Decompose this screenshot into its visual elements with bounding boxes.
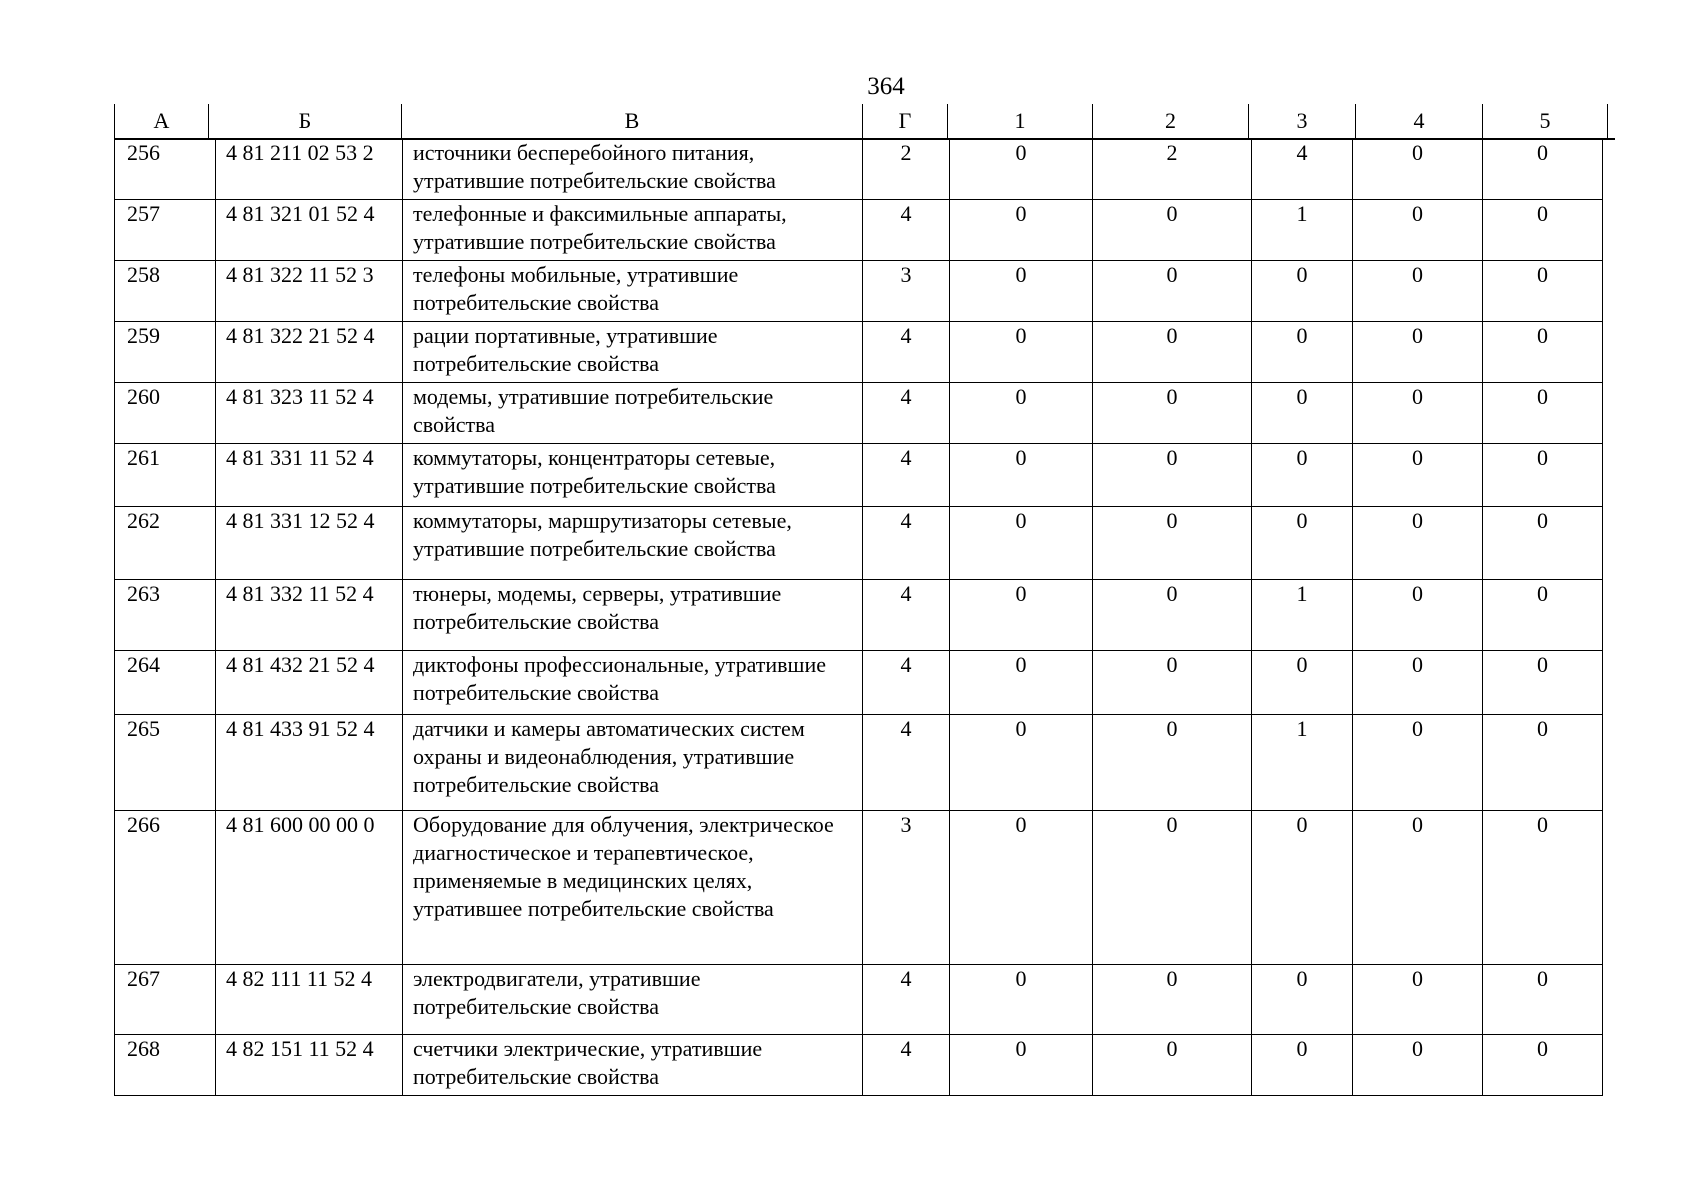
row-number: 265 — [115, 715, 216, 811]
waste-description: тюнеры, модемы, серверы, утратившие потребительские свойства — [403, 580, 863, 651]
header-col-5: 5 — [1482, 104, 1608, 138]
value-col-5: 0 — [1483, 322, 1603, 383]
header-col-b: Б — [208, 104, 401, 138]
waste-description: рации портативные, утратившие потребительские свойства — [403, 322, 863, 383]
waste-description: диктофоны профессиональные, утратившие потребительские свойства — [403, 651, 863, 715]
header-col-4: 4 — [1355, 104, 1482, 138]
value-col-1: 0 — [950, 715, 1093, 811]
table-row — [115, 651, 1603, 715]
waste-description: источники бесперебойного питания, утратившие потребительские свойства — [403, 139, 863, 200]
value-col-1: 0 — [950, 139, 1093, 200]
table-header — [114, 104, 1615, 140]
hazard-class-g: 4 — [863, 322, 950, 383]
waste-code: 4 81 331 11 52 4 — [216, 444, 403, 507]
value-col-1: 0 — [950, 965, 1093, 1035]
table-row — [115, 261, 1603, 322]
value-col-3: 1 — [1252, 200, 1353, 261]
value-col-4: 0 — [1353, 261, 1483, 322]
row-number: 262 — [115, 507, 216, 580]
hazard-class-g: 4 — [863, 200, 950, 261]
value-col-2: 0 — [1093, 965, 1252, 1035]
waste-description: модемы, утратившие потребительские свойства — [403, 383, 863, 444]
value-col-3: 0 — [1252, 507, 1353, 580]
value-col-2: 0 — [1093, 811, 1252, 965]
table-row — [115, 965, 1603, 1035]
value-col-5: 0 — [1483, 200, 1603, 261]
hazard-class-g: 3 — [863, 811, 950, 965]
table-row — [115, 580, 1603, 651]
waste-description: телефонные и факсимильные аппараты, утратившие потребительские свойства — [403, 200, 863, 261]
value-col-5: 0 — [1483, 139, 1603, 200]
value-col-2: 0 — [1093, 261, 1252, 322]
table-row — [115, 200, 1603, 261]
value-col-3: 0 — [1252, 383, 1353, 444]
row-number: 256 — [115, 139, 216, 200]
value-col-3: 0 — [1252, 322, 1353, 383]
hazard-class-g: 4 — [863, 715, 950, 811]
value-col-1: 0 — [950, 1035, 1093, 1096]
data-table — [114, 138, 1603, 1096]
value-col-2: 0 — [1093, 200, 1252, 261]
value-col-3: 0 — [1252, 444, 1353, 507]
row-number: 260 — [115, 383, 216, 444]
value-col-2: 0 — [1093, 322, 1252, 383]
waste-code: 4 81 433 91 52 4 — [216, 715, 403, 811]
table-row — [115, 811, 1603, 965]
value-col-4: 0 — [1353, 322, 1483, 383]
header-col-a: А — [114, 104, 208, 138]
value-col-1: 0 — [950, 811, 1093, 965]
row-number: 267 — [115, 965, 216, 1035]
value-col-5: 0 — [1483, 507, 1603, 580]
value-col-2: 0 — [1093, 383, 1252, 444]
waste-description: телефоны мобильные, утратившие потребительские свойства — [403, 261, 863, 322]
value-col-5: 0 — [1483, 715, 1603, 811]
row-number: 257 — [115, 200, 216, 261]
value-col-3: 0 — [1252, 811, 1353, 965]
table-row — [115, 444, 1603, 507]
value-col-1: 0 — [950, 580, 1093, 651]
value-col-5: 0 — [1483, 261, 1603, 322]
waste-description: коммутаторы, маршрутизаторы сетевые, утратившие потребительские свойства — [403, 507, 863, 580]
value-col-4: 0 — [1353, 715, 1483, 811]
hazard-class-g: 3 — [863, 261, 950, 322]
value-col-3: 1 — [1252, 715, 1353, 811]
value-col-4: 0 — [1353, 383, 1483, 444]
waste-description: электродвигатели, утратившие потребительские свойства — [403, 965, 863, 1035]
header-col-3: 3 — [1248, 104, 1355, 138]
waste-description: счетчики электрические, утратившие потребительские свойства — [403, 1035, 863, 1096]
value-col-2: 2 — [1093, 139, 1252, 200]
row-number: 268 — [115, 1035, 216, 1096]
row-number: 261 — [115, 444, 216, 507]
value-col-4: 0 — [1353, 444, 1483, 507]
header-col-v: В — [401, 104, 862, 138]
value-col-1: 0 — [950, 200, 1093, 261]
value-col-4: 0 — [1353, 200, 1483, 261]
value-col-5: 0 — [1483, 811, 1603, 965]
row-number: 258 — [115, 261, 216, 322]
header-col-2: 2 — [1092, 104, 1248, 138]
hazard-class-g: 4 — [863, 444, 950, 507]
row-number: 263 — [115, 580, 216, 651]
page-number: 364 — [867, 73, 905, 100]
table-row — [115, 1035, 1603, 1096]
table-row — [115, 715, 1603, 811]
waste-description: Оборудование для облучения, электрическое диагностическое и терапевтическое, применяемые в медицинских целях, утратившее потребительские свойства — [403, 811, 863, 965]
hazard-class-g: 4 — [863, 965, 950, 1035]
waste-code: 4 81 322 21 52 4 — [216, 322, 403, 383]
header-col-1: 1 — [947, 104, 1092, 138]
hazard-class-g: 4 — [863, 383, 950, 444]
value-col-1: 0 — [950, 444, 1093, 507]
header-col-g: Г — [862, 104, 947, 138]
waste-code: 4 81 323 11 52 4 — [216, 383, 403, 444]
waste-code: 4 81 600 00 00 0 — [216, 811, 403, 965]
value-col-3: 1 — [1252, 580, 1353, 651]
value-col-5: 0 — [1483, 580, 1603, 651]
waste-code: 4 81 432 21 52 4 — [216, 651, 403, 715]
value-col-4: 0 — [1353, 580, 1483, 651]
waste-code: 4 82 111 11 52 4 — [216, 965, 403, 1035]
value-col-5: 0 — [1483, 1035, 1603, 1096]
waste-code: 4 81 322 11 52 3 — [216, 261, 403, 322]
hazard-class-g: 2 — [863, 139, 950, 200]
waste-code: 4 81 332 11 52 4 — [216, 580, 403, 651]
value-col-2: 0 — [1093, 651, 1252, 715]
waste-code: 4 82 151 11 52 4 — [216, 1035, 403, 1096]
value-col-1: 0 — [950, 261, 1093, 322]
waste-code: 4 81 211 02 53 2 — [216, 139, 403, 200]
value-col-2: 0 — [1093, 444, 1252, 507]
value-col-2: 0 — [1093, 580, 1252, 651]
value-col-2: 0 — [1093, 715, 1252, 811]
value-col-5: 0 — [1483, 965, 1603, 1035]
value-col-4: 0 — [1353, 651, 1483, 715]
waste-description: датчики и камеры автоматических систем охраны и видеонаблюдения, утратившие потребительские свойства — [403, 715, 863, 811]
row-number: 264 — [115, 651, 216, 715]
value-col-5: 0 — [1483, 383, 1603, 444]
value-col-2: 0 — [1093, 1035, 1252, 1096]
table-row — [115, 139, 1603, 200]
table-row — [115, 507, 1603, 580]
value-col-5: 0 — [1483, 444, 1603, 507]
table-row — [115, 383, 1603, 444]
table-row — [115, 322, 1603, 383]
value-col-1: 0 — [950, 651, 1093, 715]
value-col-4: 0 — [1353, 507, 1483, 580]
hazard-class-g: 4 — [863, 580, 950, 651]
row-number: 259 — [115, 322, 216, 383]
hazard-class-g: 4 — [863, 1035, 950, 1096]
waste-code: 4 81 321 01 52 4 — [216, 200, 403, 261]
hazard-class-g: 4 — [863, 507, 950, 580]
value-col-3: 4 — [1252, 139, 1353, 200]
value-col-4: 0 — [1353, 965, 1483, 1035]
value-col-5: 0 — [1483, 651, 1603, 715]
hazard-class-g: 4 — [863, 651, 950, 715]
value-col-4: 0 — [1353, 1035, 1483, 1096]
value-col-3: 0 — [1252, 651, 1353, 715]
value-col-3: 0 — [1252, 965, 1353, 1035]
value-col-1: 0 — [950, 322, 1093, 383]
value-col-1: 0 — [950, 507, 1093, 580]
waste-code: 4 81 331 12 52 4 — [216, 507, 403, 580]
waste-description: коммутаторы, концентраторы сетевые, утратившие потребительские свойства — [403, 444, 863, 507]
value-col-3: 0 — [1252, 1035, 1353, 1096]
value-col-1: 0 — [950, 383, 1093, 444]
value-col-3: 0 — [1252, 261, 1353, 322]
value-col-4: 0 — [1353, 811, 1483, 965]
table-body — [115, 139, 1603, 1096]
value-col-2: 0 — [1093, 507, 1252, 580]
row-number: 266 — [115, 811, 216, 965]
value-col-4: 0 — [1353, 139, 1483, 200]
